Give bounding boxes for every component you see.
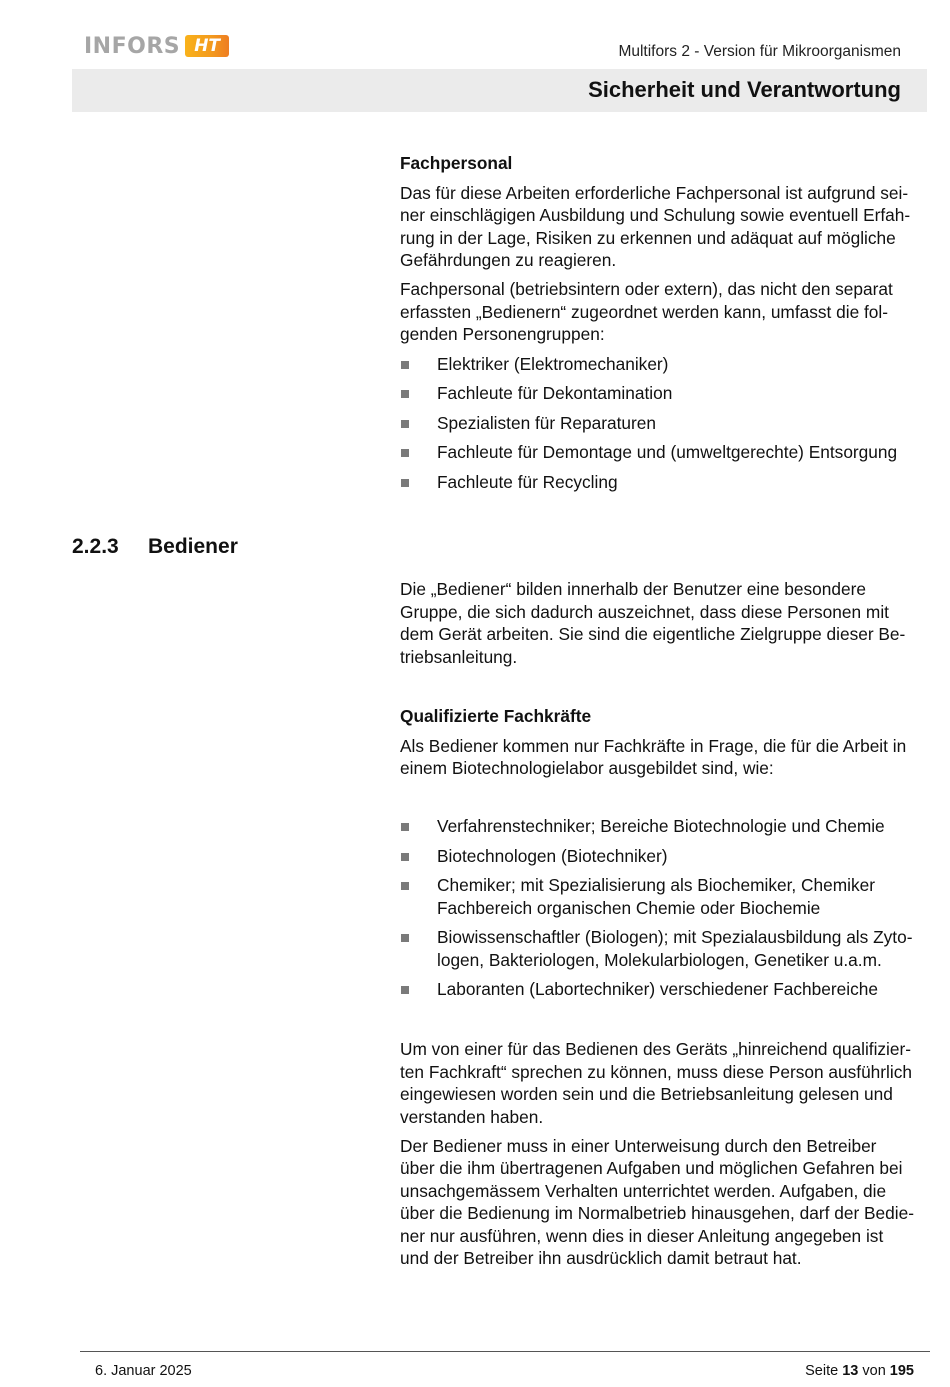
fachpersonal-heading: Fachpersonal: [400, 153, 513, 173]
list-item: Elektriker (Elektromechaniker): [400, 353, 926, 376]
section-title: Sicherheit und Verantwortung: [588, 77, 901, 102]
bediener-intro: [400, 578, 926, 668]
fachpersonal-paragraph-2: [400, 278, 926, 346]
text-line: Die „Bediener“ bilden innerhalb der Benutzer eine besondere: [400, 579, 866, 599]
text-line: und der Betreiber ihn ausdrücklich damit betraut hat.: [400, 1248, 802, 1268]
text-line: rung in der Lage, Risiken zu erkennen und adäquat auf mögliche: [400, 227, 896, 248]
text-line: Fachpersonal (betriebsintern oder extern), das nicht den separat: [400, 279, 893, 299]
text-line: über die Bedienung im Normalbetrieb hinausgehen, darf der Bedie-: [400, 1203, 914, 1223]
footer-divider: [80, 1351, 930, 1352]
qualification-paragraph: [400, 1038, 926, 1128]
instruction-paragraph: [400, 1135, 926, 1270]
text-line: über die ihm übertragenen Aufgaben und möglichen Gefahren bei: [400, 1158, 903, 1178]
qualifizierte-fachkraefte-heading: Qualifizierte Fachkräfte: [400, 706, 592, 726]
chapter-title: Bediener: [148, 535, 238, 558]
text-line: eingewiesen worden sein und die Betriebsanleitung gelesen und: [400, 1084, 893, 1104]
list-item: Verfahrenstechniker; Bereiche Biotechnologie und Chemie: [400, 815, 926, 838]
text-line: ner nur ausführen, wenn dies in dieser Anleitung angegeben ist: [400, 1225, 884, 1246]
bediener-qualification-list-wrap: [400, 815, 926, 1001]
text-line: genden Personengruppen:: [400, 324, 605, 344]
text-line: Um von einer für das Bedienen des Geräts „hinreichend qualifizier-: [400, 1039, 912, 1059]
list-item: Biotechnologen (Biotechniker): [400, 845, 926, 868]
text-line: triebsanleitung.: [400, 646, 518, 667]
text-line: Gefährdungen zu reagieren.: [400, 250, 617, 270]
list-item: Fachleute für Recycling: [400, 471, 926, 494]
document-subtitle: Multifors 2 - Version für Mikroorganismen: [618, 43, 901, 60]
page-number: Seite 13 von 195: [805, 1363, 914, 1379]
chapter-number: 2.2.3: [72, 535, 119, 558]
text-line: dem Gerät arbeiten. Sie sind die eigentliche Zielgruppe dieser Be-: [400, 624, 906, 644]
list-item: Biowissenschaftler (Biologen); mit Spezialausbildung als Zyto- logen, Bakteriologen, Molekularbiologen, Genetiker u.a.m.: [400, 926, 926, 971]
logo-badge: HT: [185, 35, 229, 57]
text-line: Das für diese Arbeiten erforderliche Fachpersonal ist aufgrund sei-: [400, 182, 909, 203]
text-line: Gruppe, die sich dadurch auszeichnet, dass diese Personen mit: [400, 601, 889, 622]
fachpersonal-paragraph-1: [400, 182, 926, 272]
text-line: verstanden haben.: [400, 1106, 544, 1127]
qualifizierte-fachkraefte-section: [400, 705, 926, 780]
list-item: Laboranten (Labortechniker) verschiedener Fachbereiche: [400, 978, 926, 1001]
footer-date: 6. Januar 2025: [95, 1363, 192, 1379]
fachpersonal-section: [400, 152, 926, 493]
list-item: Spezialisten für Reparaturen: [400, 412, 926, 435]
current-page: 13: [842, 1363, 859, 1379]
list-item: Fachleute für Demontage und (umweltgerechte) Entsorgung: [400, 441, 926, 464]
text-line: ner einschlägigen Ausbildung und Schulung sowie eventuell Erfah-: [400, 205, 911, 225]
text-line: erfassten „Bedienern“ zugeordnet werden kann, umfasst die fol-: [400, 301, 888, 322]
text-line: Als Bediener kommen nur Fachkräfte in Frage, die für die Arbeit in: [400, 735, 907, 756]
qualifizierte-fachkraefte-paragraph: [400, 735, 926, 780]
infors-ht-logo: [84, 33, 229, 59]
text-line: Der Bediener muss in einer Unterweisung durch den Betreiber: [400, 1135, 877, 1156]
bediener-closing: [400, 1038, 926, 1270]
list-item: Fachleute für Dekontamination: [400, 382, 926, 405]
total-pages: 195: [889, 1363, 914, 1379]
text-line: unsachgemässem Verhalten unterrichtet werden. Aufgaben, die: [400, 1180, 887, 1201]
bediener-qualification-list: [400, 815, 926, 1001]
text-line: einem Biotechnologielabor ausgebildet sind, wie:: [400, 758, 774, 778]
fachpersonal-list: [400, 353, 926, 494]
list-item: Chemiker; mit Spezialisierung als Biochemiker, Chemiker Fachbereich organischen Chemie oder Biochemie: [400, 874, 926, 919]
text-line: ten Fachkraft“ sprechen zu können, muss diese Person ausführlich: [400, 1061, 912, 1082]
logo-text: INFORS: [84, 33, 181, 59]
